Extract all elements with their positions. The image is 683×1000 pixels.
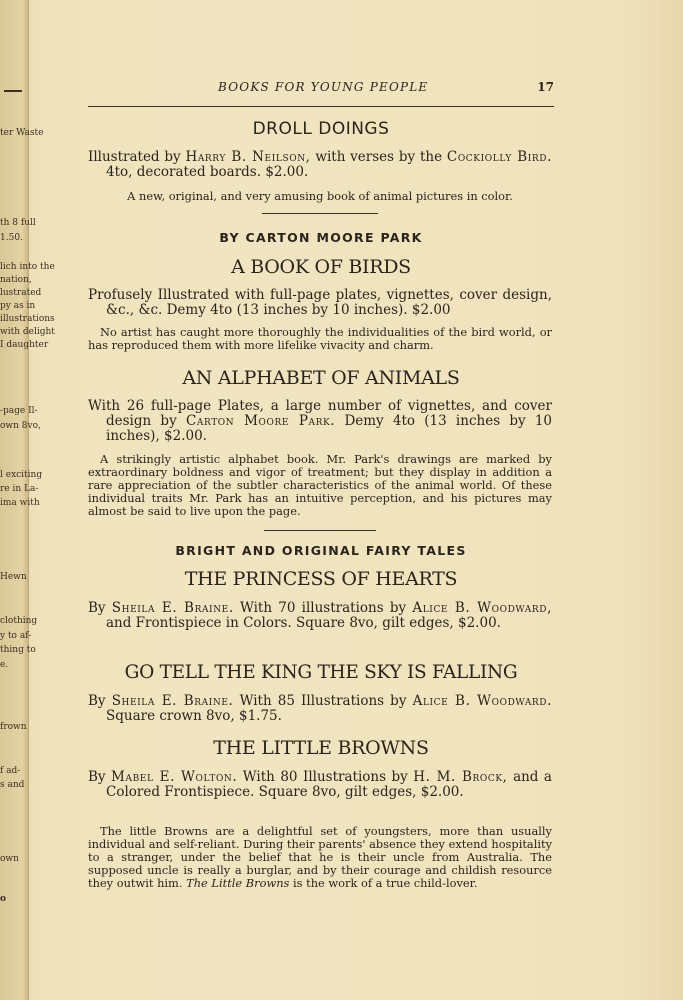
verse-author-name: Cockiolly Bird. xyxy=(446,149,553,165)
gutter-fragment: lich into the xyxy=(0,262,55,272)
desc-text: With 70 illustrations by xyxy=(239,600,407,616)
gutter-fragment: clothing xyxy=(0,616,38,626)
author-section-heading: BY CARTON MOORE PARK xyxy=(219,230,423,245)
running-header xyxy=(88,78,554,107)
note-text: The little Browns are a delightful set of youngsters, more than usually individual and self-reliant. During their parents' absence they extend hospitality to a stranger, under the belief that he is their uncle from Australia. The supposed uncle is really a burglar, and by their courage and childish resource they outwit him. xyxy=(88,824,552,890)
book-title-book-of-birds: A BOOK OF BIRDS xyxy=(231,256,411,278)
desc-text: Illustrated by xyxy=(88,149,181,165)
gutter-fragment: th 8 full xyxy=(0,218,36,228)
note-text: is the work of a true child-lover. xyxy=(293,876,478,890)
gutter-fragment: own xyxy=(0,854,19,864)
desc-text: Square crown 8vo, $1.75. xyxy=(106,708,282,724)
note-book-title: The Little Browns xyxy=(186,876,290,890)
page-number: 17 xyxy=(537,80,554,94)
series-section-heading: BRIGHT AND ORIGINAL FAIRY TALES xyxy=(175,543,467,558)
gutter-fragment: y to af- xyxy=(0,631,32,641)
gutter-fragment: re in La- xyxy=(0,484,39,494)
gutter-fragment: s and xyxy=(0,780,25,790)
book-note-droll-doings: A new, original, and very amusing book of animal pictures in color. xyxy=(127,189,513,203)
illustrator-name: Alice B. Woodward. xyxy=(412,693,553,709)
desc-text: and Frontispiece in Colors. Square 8vo, gilt edges, $2.00. xyxy=(106,615,501,631)
gutter-fragment: l exciting xyxy=(0,470,43,480)
book-title-go-tell-the-king: GO TELL THE KING THE SKY IS FALLING xyxy=(124,662,518,683)
book-details-little-browns xyxy=(88,770,552,800)
section-divider xyxy=(262,213,378,214)
illustrator-name: Alice B. Woodward, xyxy=(412,600,552,616)
gutter-dash xyxy=(4,90,22,92)
gutter-fragment: frown xyxy=(0,722,27,732)
gutter-fragment: ter Waste xyxy=(0,128,44,138)
gutter-fragment: thing to xyxy=(0,645,36,655)
gutter-fragment: o xyxy=(0,894,7,904)
gutter-fragment: ima with xyxy=(0,498,40,508)
book-details-go-tell-the-king xyxy=(88,694,552,724)
author-name: Sheila E. Braine. xyxy=(111,600,234,616)
book-title-princess-of-hearts: THE PRINCESS OF HEARTS xyxy=(184,568,458,590)
desc-text: By xyxy=(88,693,106,709)
desc-text: With 85 Illustrations by xyxy=(239,693,407,709)
desc-text: and a Colored Frontispiece. Square 8vo, gilt edges, $2.00. xyxy=(106,769,552,800)
gutter-fragment: py as in xyxy=(0,301,36,311)
author-name: Mabel E. Wolton. xyxy=(111,769,238,785)
desc-text: With 26 full-page Plates, a large number of vignettes, and cover design by xyxy=(88,398,552,429)
running-header-title: BOOKS FOR YOUNG PEOPLE xyxy=(218,80,429,94)
gutter-fragment: lustrated xyxy=(0,288,42,298)
book-details-book-of-birds xyxy=(88,288,552,318)
gutter-fragment: 1.50. xyxy=(0,233,23,243)
section-divider xyxy=(264,530,376,531)
gutter-fragment: illustrations xyxy=(0,314,55,324)
book-title-little-browns: THE LITTLE BROWNS xyxy=(213,737,429,759)
book-note-little-browns xyxy=(88,825,552,890)
desc-text: with verses by the xyxy=(315,149,443,165)
desc-text: Profusely Illustrated with full-page plates, vignettes, cover design, &c., &c. Demy 4to (13 inches by 10 inches). $2.00 xyxy=(88,287,552,318)
gutter-fragment: nation, xyxy=(0,275,32,285)
gutter-fragment: f ad- xyxy=(0,766,21,776)
book-title-alphabet-of-animals: AN ALPHABET OF ANIMALS xyxy=(182,367,460,389)
desc-text: Demy 4to (13 inches by 10 inches), $2.00. xyxy=(106,413,553,444)
illustrator-name: H. M. Brock, xyxy=(413,769,508,785)
desc-text: By xyxy=(88,769,106,785)
gutter-fragment: with delight xyxy=(0,327,55,337)
illustrator-name: Carton Moore Park. xyxy=(185,413,336,429)
book-details-princess-of-hearts xyxy=(88,601,552,631)
desc-text: 4to, decorated boards. $2.00. xyxy=(106,164,309,180)
author-name: Sheila E. Braine. xyxy=(111,693,234,709)
facing-page-gutter xyxy=(0,0,55,1000)
gutter-fragment: I daughter xyxy=(0,340,49,350)
gutter-fragment: -page Il- xyxy=(0,406,38,416)
gutter-fragment: Hewn xyxy=(0,572,27,582)
desc-text: By xyxy=(88,600,106,616)
book-title-droll-doings: DROLL DOINGS xyxy=(252,119,390,139)
desc-text: With 80 Illustrations by xyxy=(242,769,408,785)
book-details-droll-doings xyxy=(88,150,552,180)
book-details-alphabet-of-animals xyxy=(88,399,552,444)
illustrator-name: Harry B. Neilson, xyxy=(185,149,311,165)
gutter-fragment: e. xyxy=(0,660,9,670)
book-note-alphabet-of-animals: A strikingly artistic alphabet book. Mr. Park's drawings are marked by extraordinary boldness and vigor of treatment; but they display in addition a rare appreciation of the subtler characteristics of the animal world. Of these individual traits Mr. Park has an intuitive perception, and his pictures may almost be said to live upon the page. xyxy=(88,452,552,518)
gutter-fragment: own 8vo, xyxy=(0,421,41,431)
book-note-book-of-birds: No artist has caught more thoroughly the individualities of the bird world, or has reproduced them with more lifelike vivacity and charm. xyxy=(88,325,552,352)
